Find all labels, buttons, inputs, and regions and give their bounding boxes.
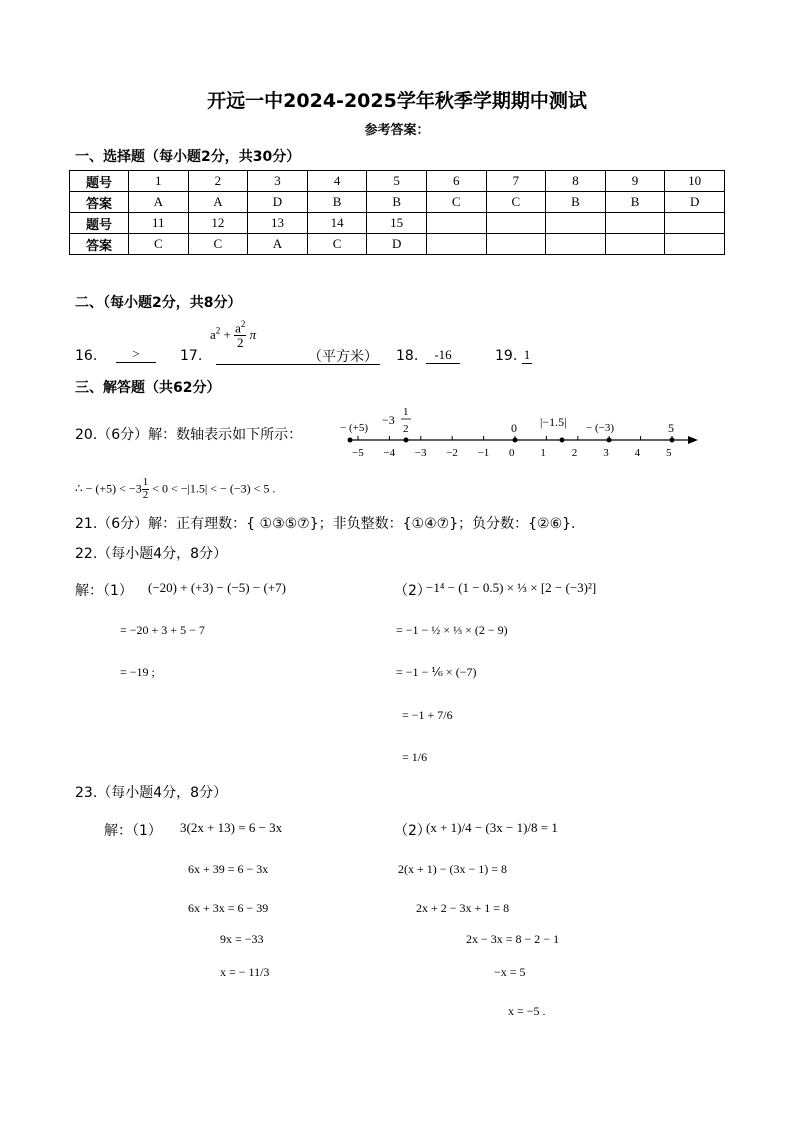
section1-heading: 一、选择题（每小题2分，共30分）	[75, 149, 301, 165]
number-line-arrow	[688, 436, 698, 444]
table-cell: C	[129, 234, 189, 255]
tick-label: 0	[509, 447, 515, 459]
q20-conclusion: ∴ − (+5) < −3 $\frac{1}{2}$ < 0 < −|1.5| < − (−3) < 5 .	[75, 476, 276, 501]
table-cell: C	[188, 234, 248, 255]
q22-2-line2: = −1 − ½ × ⅓ × (2 − 9)	[396, 623, 508, 637]
table-cell: 12	[188, 213, 248, 234]
table-cell	[665, 213, 725, 234]
point-minus-3-half	[404, 438, 409, 443]
table-cell: 10	[665, 171, 725, 192]
table-cell	[486, 213, 546, 234]
label-minus3half-int: −3	[382, 413, 395, 427]
table-row	[70, 213, 725, 234]
q16-label: 16.	[75, 348, 98, 364]
point-minus-plus5	[348, 438, 353, 443]
q23-1-line: 6x + 3x = 6 − 39	[188, 901, 269, 915]
table-cell: A	[188, 192, 248, 213]
table-cell: B	[605, 192, 665, 213]
table-cell	[605, 234, 665, 255]
table-row	[70, 234, 725, 255]
tick-label: 5	[666, 447, 672, 459]
tick-label: 2	[571, 447, 578, 459]
q23-1-line: 9x = −33	[220, 932, 264, 946]
q22-1-line3: = −19 ;	[120, 665, 155, 679]
table-cell: B	[307, 192, 367, 213]
table-cell: 6	[426, 171, 486, 192]
q23-2-line: 2x + 2 − 3x + 1 = 8	[416, 901, 510, 915]
tick-label: 4	[634, 447, 641, 459]
q23-1-line: 3(2x + 13) = 6 − 3x	[180, 820, 283, 835]
point-abs-1-5	[560, 438, 565, 443]
label-zero: 0	[511, 421, 517, 435]
label-minus3half-num: 1	[403, 406, 409, 418]
table-cell: D	[367, 234, 427, 255]
answer-table	[69, 170, 725, 255]
label-minus-minus3: − (−3)	[586, 422, 614, 434]
q22-1-line2: = −20 + 3 + 5 − 7	[120, 623, 205, 637]
q23-2-line: −x = 5	[494, 965, 526, 979]
table-cell: D	[248, 192, 308, 213]
q17-label: 17.	[180, 348, 203, 364]
tick-label: −5	[352, 447, 364, 459]
table-cell	[605, 213, 665, 234]
table-cell	[546, 213, 606, 234]
table-cell	[486, 234, 546, 255]
tick-label: −3	[414, 447, 427, 459]
table-cell	[546, 234, 606, 255]
q22-1-label: 解：（1）	[75, 583, 133, 599]
q16-answer: >	[116, 346, 156, 363]
q22-2-line5: = 1/6	[402, 750, 428, 764]
table-cell	[426, 213, 486, 234]
table-cell: 14	[307, 213, 367, 234]
table-cell: A	[129, 192, 189, 213]
tick-label: −4	[383, 447, 396, 459]
q19-label: 19.	[495, 348, 518, 364]
q22-2-line3: = −1 − ⅙ × (−7)	[396, 665, 477, 679]
table-cell: C	[426, 192, 486, 213]
tick-label: −1	[477, 447, 490, 459]
q22-2-label: （2）	[394, 583, 431, 599]
section3-heading: 三、解答题（共62分）	[75, 380, 221, 396]
table-cell: 9	[605, 171, 665, 192]
label-minus3half-den: 2	[403, 423, 409, 435]
number-line	[330, 402, 710, 462]
page-subtitle: 参考答案：	[364, 123, 430, 138]
page-title: 开远一中2024-2025学年秋季学期期中测试	[207, 90, 587, 112]
table-cell: 1	[129, 171, 189, 192]
tick-label: 3	[603, 447, 609, 459]
q22-2-line4: = −1 + 7/6	[402, 708, 453, 722]
q22-heading: 22.（每小题4分，8分）	[75, 546, 228, 562]
table-cell: C	[307, 234, 367, 255]
q23-2-line: 2(x + 1) − (3x − 1) = 8	[398, 862, 508, 876]
row-label-question: 题号	[70, 171, 129, 192]
q21-text: 21.（6分）解：正有理数：{ ①③⑤⑦}；非负整数：{①④⑦}；负分数：{②⑥}.	[75, 516, 576, 532]
table-cell: C	[486, 192, 546, 213]
q22-2-line1: −1⁴ − (1 − 0.5) × ⅓ × [2 − (−3)²]	[426, 580, 597, 595]
table-cell: 13	[248, 213, 308, 234]
q23-heading: 23.（每小题4分，8分）	[75, 785, 228, 801]
row-label-answer: 答案	[70, 192, 129, 213]
table-cell: 2	[188, 171, 248, 192]
table-cell: 5	[367, 171, 427, 192]
table-cell: A	[248, 234, 308, 255]
point-minus-minus3	[607, 438, 612, 443]
q17-unit: （平方米）	[308, 349, 378, 365]
table-cell: 11	[129, 213, 189, 234]
table-cell	[426, 234, 486, 255]
tick-label: 1	[540, 447, 546, 459]
q20-conclusion-rest: < 0 < −|1.5| < − (−3) < 5 .	[149, 481, 276, 496]
table-row	[70, 171, 725, 192]
q23-2-line: (x + 1)/4 − (3x − 1)/8 = 1	[426, 820, 558, 835]
q23-2-label: （2）	[394, 823, 431, 839]
table-cell: B	[546, 192, 606, 213]
table-cell	[665, 234, 725, 255]
table-cell: D	[665, 192, 725, 213]
q20-text: 20.（6分）解：数轴表示如下所示：	[75, 427, 303, 443]
q23-1-line: x = − 11/3	[220, 965, 270, 979]
q19-answer: 1	[523, 347, 531, 362]
label-minus-plus5: − (+5)	[340, 422, 368, 434]
q23-2-line: 2x − 3x = 8 − 2 − 1	[466, 932, 560, 946]
q17-formula: $a^2$ + $\frac{a^2}{2}$ π	[210, 319, 257, 350]
table-cell: 4	[307, 171, 367, 192]
table-cell: B	[367, 192, 427, 213]
tick-label: −2	[446, 447, 458, 459]
table-cell: 15	[367, 213, 427, 234]
table-row	[70, 192, 725, 213]
q20-conclusion-start: ∴ − (+5) < −3	[75, 481, 142, 496]
q22-1-line1: (−20) + (+3) − (−5) − (+7)	[148, 580, 286, 595]
point-zero	[513, 438, 518, 443]
q23-1-line: 6x + 39 = 6 − 3x	[188, 862, 269, 876]
row-label-question: 题号	[70, 213, 129, 234]
section2-heading: 二、（每小题2分，共8分）	[75, 295, 242, 311]
label-abs: |−1.5|	[540, 415, 567, 429]
point-five	[670, 438, 675, 443]
table-cell: 3	[248, 171, 308, 192]
q18-answer: -16	[426, 347, 460, 364]
q23-1-label: 解：（1）	[104, 823, 162, 839]
table-cell: 8	[546, 171, 606, 192]
row-label-answer: 答案	[70, 234, 129, 255]
table-cell: 7	[486, 171, 546, 192]
label-five: 5	[668, 421, 674, 435]
q23-2-line: x = −5 .	[508, 1004, 546, 1018]
q18-label: 18.	[396, 348, 419, 364]
